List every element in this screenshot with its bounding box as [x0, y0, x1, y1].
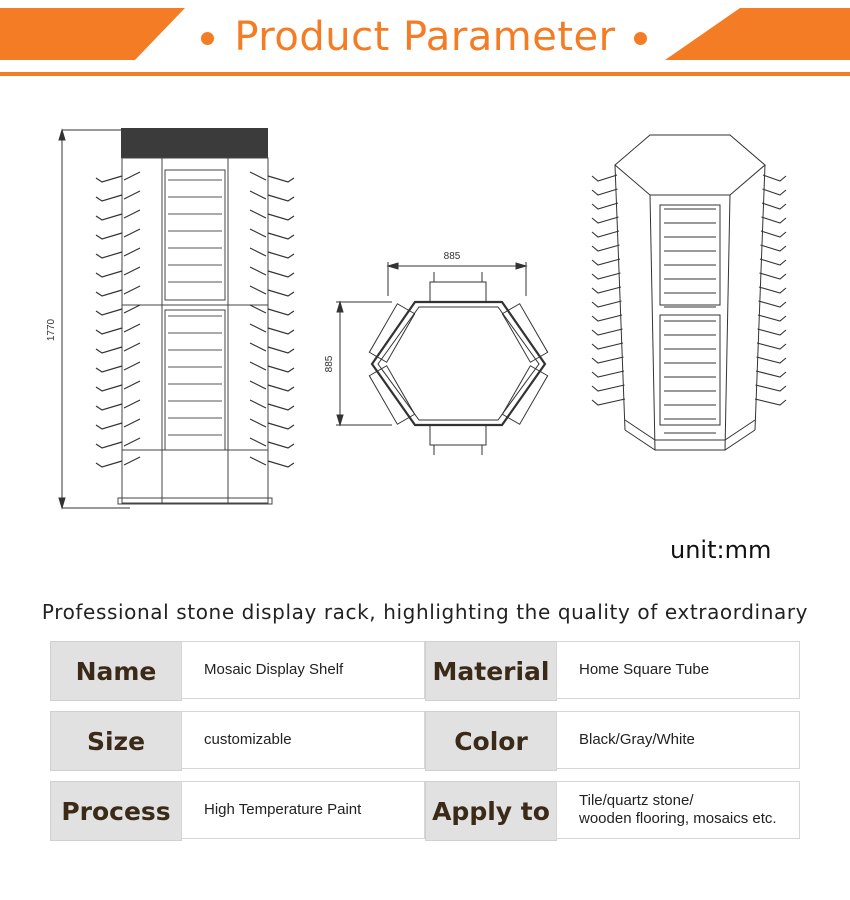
- front-hook-left: [96, 290, 122, 296]
- front-hook-right-inner: [250, 191, 266, 199]
- front-hook-left: [96, 461, 122, 467]
- front-hook-left-inner: [124, 191, 140, 199]
- spec-value-material: Home Square Tube: [556, 641, 800, 699]
- spec-value-apply-to: [556, 781, 800, 839]
- iso-hook-left: [592, 231, 619, 237]
- front-hook-right-inner: [250, 324, 266, 332]
- iso-hook-left: [592, 259, 620, 265]
- iso-hook-left: [592, 371, 624, 377]
- front-view-hooks: [96, 172, 294, 467]
- iso-hook-right: [758, 315, 786, 321]
- spec-label-apply-to: Apply to: [425, 781, 557, 841]
- front-hook-left: [96, 328, 122, 334]
- iso-hook-left: [592, 189, 618, 195]
- front-hook-right-inner: [250, 343, 266, 351]
- front-hook-right: [268, 214, 294, 220]
- front-hook-right-inner: [250, 457, 266, 465]
- front-hook-right: [268, 195, 294, 201]
- page-header: [0, 0, 850, 80]
- front-hook-left: [96, 252, 122, 258]
- front-hook-right-inner: [250, 419, 266, 427]
- front-hook-left: [96, 423, 122, 429]
- front-hook-right-inner: [250, 362, 266, 370]
- iso-hook-right: [760, 259, 786, 265]
- iso-hook-right: [762, 217, 787, 223]
- spec-row-2: [50, 711, 800, 771]
- iso-hook-left: [592, 343, 623, 349]
- iso-hook-right: [761, 245, 787, 251]
- front-hook-right: [268, 404, 294, 410]
- front-hook-left-inner: [124, 362, 140, 370]
- front-hook-right-inner: [250, 248, 266, 256]
- front-hook-left-inner: [124, 172, 140, 180]
- iso-hook-right: [756, 371, 786, 377]
- isometric-view-drawing: [580, 120, 790, 470]
- rack-body: [122, 158, 268, 503]
- front-hook-right: [268, 233, 294, 239]
- front-hook-left-inner: [124, 419, 140, 427]
- front-view-drawing: [40, 120, 310, 520]
- front-hook-left-inner: [124, 324, 140, 332]
- depth-dimension-label: 885: [324, 355, 335, 373]
- front-hook-right: [268, 176, 294, 182]
- iso-hook-left: [592, 315, 622, 321]
- front-hook-right: [268, 290, 294, 296]
- front-hook-left-inner: [124, 229, 140, 237]
- tagline: Professional stone display rack, highlighting the quality of extraordinary: [41, 600, 809, 624]
- iso-hook-right: [759, 287, 786, 293]
- front-hook-right: [268, 252, 294, 258]
- front-hook-left: [96, 385, 122, 391]
- unit-label: unit:mm: [670, 536, 772, 564]
- height-dimension-label: 1770: [46, 318, 57, 342]
- front-hook-right-inner: [250, 286, 266, 294]
- spec-value-color: Black/Gray/White: [556, 711, 800, 769]
- front-hook-right: [268, 347, 294, 353]
- front-hook-left-inner: [124, 267, 140, 275]
- iso-hook-right: [758, 329, 787, 335]
- rack-top-cap: [121, 128, 268, 158]
- front-hook-left-inner: [124, 438, 140, 446]
- front-hook-left-inner: [124, 343, 140, 351]
- iso-hook-right: [760, 273, 787, 279]
- spec-value-apply-to-line-1: Tile/quartz stone/: [579, 792, 694, 809]
- iso-hook-left: [592, 357, 624, 363]
- spec-value-apply-to-line-2: wooden flooring, mosaics etc.: [579, 810, 777, 827]
- iso-hook-right: [763, 175, 786, 181]
- front-hook-right: [268, 271, 294, 277]
- iso-top-face: [615, 135, 765, 195]
- page-title: Product Parameter: [234, 14, 616, 60]
- iso-hook-left: [592, 301, 622, 307]
- front-hook-left: [96, 214, 122, 220]
- front-hook-left: [96, 176, 122, 182]
- front-hook-right-inner: [250, 400, 266, 408]
- front-hook-left: [96, 309, 122, 315]
- spec-row-3: [50, 781, 800, 841]
- iso-hook-left: [592, 203, 618, 209]
- iso-hook-left: [592, 175, 617, 181]
- front-hook-right-inner: [250, 438, 266, 446]
- front-hook-right: [268, 309, 294, 315]
- front-hook-left: [96, 195, 122, 201]
- iso-hook-left: [592, 245, 620, 251]
- front-hook-right: [268, 385, 294, 391]
- iso-hook-left: [592, 273, 621, 279]
- iso-hook-right: [759, 301, 787, 307]
- front-hook-right: [268, 461, 294, 467]
- front-hook-right-inner: [250, 305, 266, 313]
- front-hook-left: [96, 404, 122, 410]
- front-hook-right: [268, 442, 294, 448]
- top-view-drawing: [320, 240, 560, 470]
- width-dimension-label: 885: [443, 251, 461, 262]
- spec-value-process: High Temperature Paint: [181, 781, 425, 839]
- spec-label-size: Size: [50, 711, 182, 771]
- spec-label-name: Name: [50, 641, 182, 701]
- iso-hook-right: [756, 385, 787, 391]
- front-hook-left-inner: [124, 248, 140, 256]
- iso-hook-left: [592, 385, 625, 391]
- front-hook-left: [96, 233, 122, 239]
- front-hook-left-inner: [124, 400, 140, 408]
- front-hook-left: [96, 442, 122, 448]
- iso-hook-right: [763, 189, 787, 195]
- front-hook-left-inner: [124, 210, 140, 218]
- front-view-rungs: [168, 180, 222, 435]
- spec-value-name: Mosaic Display Shelf: [181, 641, 425, 699]
- iso-hook-left: [592, 217, 619, 223]
- iso-hook-right: [761, 231, 786, 237]
- front-hook-left: [96, 366, 122, 372]
- iso-hook-right: [755, 399, 786, 405]
- iso-hook-right: [762, 203, 786, 209]
- spec-value-size: customizable: [181, 711, 425, 769]
- hexagon-outline: [372, 302, 545, 425]
- iso-hook-left: [592, 399, 625, 405]
- front-hook-right-inner: [250, 381, 266, 389]
- front-hook-left-inner: [124, 457, 140, 465]
- front-hook-right: [268, 366, 294, 372]
- front-hook-right-inner: [250, 210, 266, 218]
- front-hook-right-inner: [250, 172, 266, 180]
- iso-hook-left: [592, 287, 621, 293]
- front-hook-left: [96, 347, 122, 353]
- iso-hook-right: [757, 357, 787, 363]
- front-hook-left: [96, 271, 122, 277]
- front-hook-right-inner: [250, 229, 266, 237]
- iso-hook-left: [592, 329, 623, 335]
- front-hook-right: [268, 423, 294, 429]
- front-hook-right-inner: [250, 267, 266, 275]
- iso-hook-right: [757, 343, 786, 349]
- iso-view-hooks: [592, 175, 786, 433]
- front-hook-left-inner: [124, 286, 140, 294]
- header-underline: [0, 72, 850, 76]
- spec-row-1: [50, 641, 800, 701]
- front-hook-left-inner: [124, 305, 140, 313]
- spec-label-process: Process: [50, 781, 182, 841]
- spec-label-color: Color: [425, 711, 557, 771]
- front-hook-right: [268, 328, 294, 334]
- spec-label-material: Material: [425, 641, 557, 701]
- front-hook-left-inner: [124, 381, 140, 389]
